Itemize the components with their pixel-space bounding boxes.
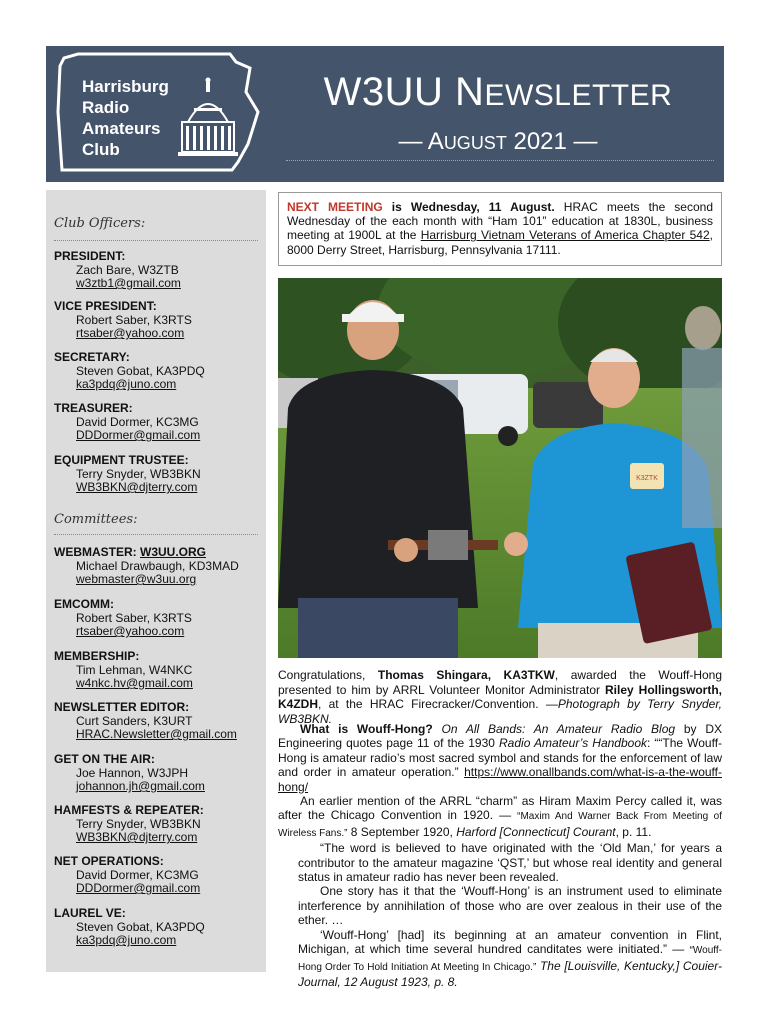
logo-text xyxy=(82,76,169,160)
officer-name: Zach Bare, W3ZTB xyxy=(76,262,179,277)
officer-email-link[interactable]: w3ztb1@gmail.com xyxy=(76,276,181,290)
officer-name: Terry Snyder, WB3BKN xyxy=(76,466,201,481)
article-paragraph xyxy=(278,794,722,841)
committee-net-operations xyxy=(54,855,262,896)
quote-citation: “Wouff-Hong Order To Hold Initiation At Meeting In Chicago.” xyxy=(298,945,722,973)
committee-name: Michael Drawbaugh, KD3MAD xyxy=(76,558,239,573)
committee-email-link[interactable]: rtsaber@yahoo.com xyxy=(76,624,185,638)
quote-paragraph: “The word is believed to have originated with the ‘Old Man,’ for years a contributor to the amateur magazine ‘QST,’ but whose real identity and general status in amateur radio has never been revealed. xyxy=(298,841,722,885)
committees-heading: Committees: xyxy=(54,512,138,527)
newsletter-title xyxy=(278,70,718,115)
officer-vice-president xyxy=(54,300,262,341)
presenter-name: Riley Hollingsworth, K4ZDH xyxy=(278,682,723,711)
officers-heading: Club Officers: xyxy=(54,216,146,231)
officer-president xyxy=(54,250,262,291)
committee-name: Robert Saber, K3RTS xyxy=(76,610,192,625)
title-rest: EWSLETTER xyxy=(484,79,673,112)
committee-get-on-the-air xyxy=(54,753,262,794)
blog-name: On All Bands: An Amateur Radio Blog xyxy=(432,722,676,736)
committee-webmaster xyxy=(54,546,262,587)
logo-line: Amateurs xyxy=(82,119,161,138)
officer-name: David Dormer, KC3MG xyxy=(76,414,199,429)
citation-source: Harford [Connecticut] Courant xyxy=(456,824,616,839)
subtitle-year: 2021 — xyxy=(506,128,598,155)
committee-name: David Dormer, KC3MG xyxy=(76,867,199,882)
awardee-name: Thomas Shingara, KA3TKW xyxy=(377,668,555,682)
next-meeting-box xyxy=(278,192,722,266)
committee-hamfests-repeater xyxy=(54,804,262,845)
committee-email-link[interactable]: HRAC.Newsletter@gmail.com xyxy=(76,727,237,741)
subtitle-month-rest: UGUST xyxy=(443,133,507,153)
citation-source: The [Louisville, Kentucky,] Couier-Journal xyxy=(298,958,722,989)
committee-laurel-ve xyxy=(54,907,262,948)
officer-role: SECRETARY: xyxy=(54,350,130,364)
masthead xyxy=(46,46,724,182)
committee-role: HAMFESTS & REPEATER: xyxy=(54,803,204,817)
officer-email-link[interactable]: ka3pdq@juno.com xyxy=(76,377,177,391)
officer-secretary xyxy=(54,351,262,392)
officer-email-link[interactable]: rtsaber@yahoo.com xyxy=(76,326,185,340)
officer-role: TREASURER: xyxy=(54,401,133,415)
book-title: Radio Amateur’s Handbook xyxy=(499,736,647,751)
committee-name: Joe Hannon, W3JPH xyxy=(76,765,189,780)
logo-line: Club xyxy=(82,140,120,159)
photo-credit: Photograph by Terry Snyder, WB3BKN. xyxy=(278,697,722,726)
meeting-address: , 8000 Derry Street, Harrisburg, Pennsylvania 17111. xyxy=(287,228,713,257)
committee-name: Steven Gobat, KA3PDQ xyxy=(76,919,205,934)
article-text: An earlier mention of the ARRL “charm” as Hiram Maxim Percy called it, was after the Chicago Convention in 1920. — xyxy=(278,794,722,823)
website-link[interactable]: W3UU.ORG xyxy=(140,545,206,559)
officer-equipment-trustee xyxy=(54,454,262,495)
article-text: by DX Engineering quotes page 11 of the 1930 xyxy=(278,722,723,751)
quote-text: ‘Wouff-Hong’ [had] its beginning at an amateur convention in Flint, Michigan, at which time several hundred canditates were initiated.” — xyxy=(298,927,722,957)
officer-role: PRESIDENT: xyxy=(54,249,126,263)
club-logo xyxy=(46,46,266,182)
committee-role: EMCOMM: xyxy=(54,597,114,611)
officer-name: Robert Saber, K3RTS xyxy=(76,312,192,327)
award-photo xyxy=(278,278,722,658)
meeting-label: NEXT MEETING xyxy=(287,200,383,214)
committee-name: Terry Snyder, WB3BKN xyxy=(76,816,201,831)
committee-email-link[interactable]: w4nkc.hv@gmail.com xyxy=(76,676,193,690)
officer-treasurer xyxy=(54,402,262,443)
article-citation: “Maxim And Warner Back From Meeting of Wireless Fans.” xyxy=(278,811,722,839)
caption-text: , at the HRAC Firecracker/Convention. — xyxy=(318,697,558,711)
officer-email-link[interactable]: WB3BKN@djterry.com xyxy=(76,480,198,494)
divider xyxy=(54,240,258,241)
caption-text: , awarded the Wouff-Hong presented to him by ARRL Volunteer Monitor Administrator xyxy=(278,668,722,697)
article-heading: What is Wouff-Hong? xyxy=(300,722,433,736)
header-divider xyxy=(286,160,714,161)
committee-name: Curt Sanders, K3URT xyxy=(76,713,193,728)
article-paragraph xyxy=(278,722,722,794)
committee-email-link[interactable]: webmaster@w3uu.org xyxy=(76,572,197,586)
article-text: 8 September 1920, xyxy=(347,824,457,839)
officer-email-link[interactable]: DDDormer@gmail.com xyxy=(76,428,201,442)
committee-name: Tim Lehman, W4NKC xyxy=(76,662,193,677)
article-text: : ““The Wouff-Hong is amateur radio’s most sacred symbol and stands for the enforcement of law and order in amateur operation.” xyxy=(278,736,723,780)
sidebar xyxy=(46,190,266,972)
committee-membership xyxy=(54,650,262,691)
committee-email-link[interactable]: johannon.jh@gmail.com xyxy=(76,779,205,793)
logo-line: Harrisburg xyxy=(82,77,169,96)
committee-role: NET OPERATIONS: xyxy=(54,854,164,868)
name-badge: K3ZTK xyxy=(636,475,658,482)
venue-link[interactable]: Harrisburg Vietnam Veterans of America Chapter 542 xyxy=(420,228,710,243)
committee-role: NEWSLETTER EDITOR: xyxy=(54,700,190,714)
meeting-date: is Wednesday, 11 August. xyxy=(382,200,555,214)
committee-role: MEMBERSHIP: xyxy=(54,649,140,663)
committee-role-label: WEBMASTER: xyxy=(54,545,140,559)
quote-paragraph: One story has it that the ‘Wouff-Hong’ is an instrument used to eliminate interference by annihilation of those who are over zealous in their use of the ether. … xyxy=(298,884,722,928)
officer-role: VICE PRESIDENT: xyxy=(54,299,157,313)
committee-role: GET ON THE AIR: xyxy=(54,752,155,766)
committee-emcomm xyxy=(54,598,262,639)
committee-role: LAUREL VE: xyxy=(54,906,126,920)
subtitle-part: — A xyxy=(398,128,444,155)
title-part: W3UU N xyxy=(323,70,485,114)
committee-email-link[interactable]: DDDormer@gmail.com xyxy=(76,881,201,895)
logo-line: Radio xyxy=(82,98,130,117)
committee-role xyxy=(54,546,262,560)
committee-email-link[interactable]: ka3pdq@juno.com xyxy=(76,933,177,947)
photo-caption xyxy=(278,668,722,726)
quote-paragraph xyxy=(298,928,722,990)
officer-name: Steven Gobat, KA3PDQ xyxy=(76,363,205,378)
article-link[interactable]: https://www.onallbands.com/what-is-a-the-wouff-hong/ xyxy=(278,765,722,794)
issue-date xyxy=(278,128,718,156)
caption-text: Congratulations, xyxy=(278,668,378,682)
article-text: , p. 11. xyxy=(615,824,652,839)
meeting-text: HRAC meets the second Wednesday of the each month with “Ham 101” education at 1830L, business meeting at 1900L at the xyxy=(287,200,713,243)
officer-role: EQUIPMENT TRUSTEE: xyxy=(54,453,189,467)
committee-newsletter-editor xyxy=(54,701,262,742)
committee-email-link[interactable]: WB3BKN@djterry.com xyxy=(76,830,198,844)
citation-date: , 12 August 1923, p. 8. xyxy=(337,974,458,989)
wouff-hong-article xyxy=(278,722,722,989)
divider xyxy=(54,534,258,535)
